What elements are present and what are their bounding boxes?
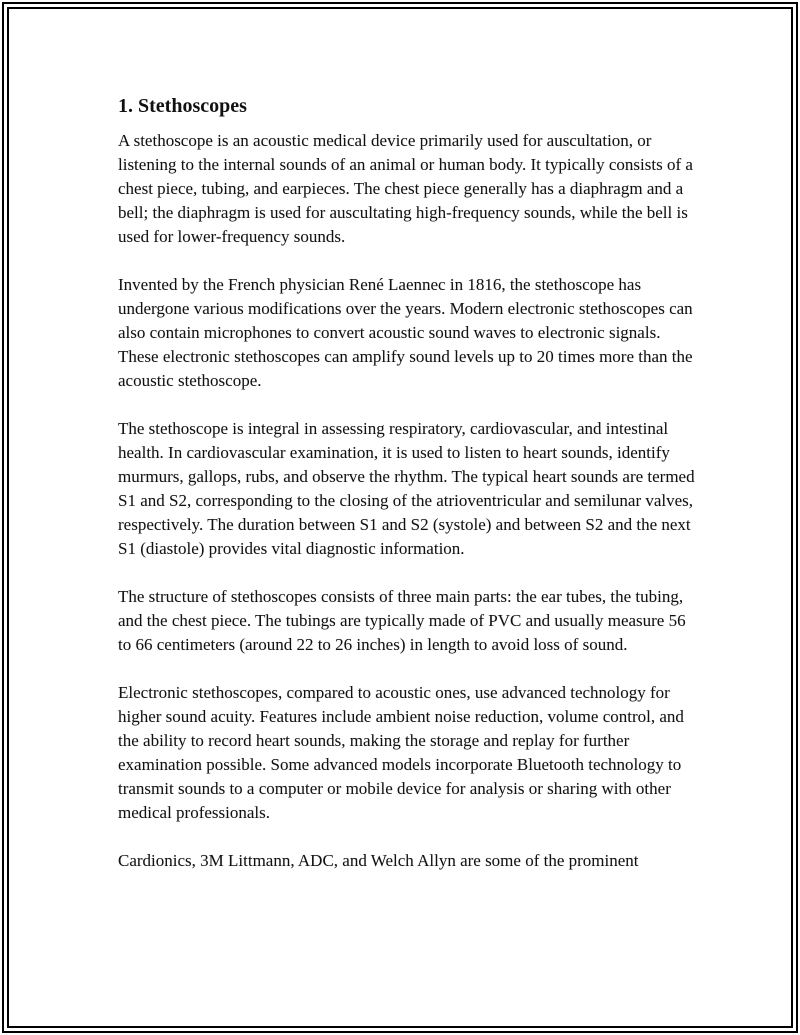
paragraph-history: Invented by the French physician René Laennec in 1816, the stethoscope has undergone various modifications over the years. Modern electronic stethoscopes can also contain microphones to convert acoustic sound waves to electronic signals. These electronic stethoscopes can amplify sound levels up to 20 times more than the acoustic stethoscope. xyxy=(118,275,693,390)
paragraph-intro: A stethoscope is an acoustic medical device primarily used for auscultation, or listening to the internal sounds of an animal or human body. It typically consists of a chest piece, tubing, and earpieces. The chest piece generally has a diaphragm and a bell; the diaphragm is used for auscultating high-frequency sounds, while the bell is used for lower-frequency sounds. xyxy=(118,131,693,246)
paragraph-clinical-use: The stethoscope is integral in assessing respiratory, cardiovascular, and intestinal health. In cardiovascular examination, it is used to listen to heart sounds, identify murmurs, gallops, rubs, and observe the rhythm. The typical heart sounds are termed S1 and S2, corresponding to the closing of the atrioventricular and semilunar valves, respectively. The duration between S1 and S2 (systole) and between S2 and the next S1 (diastole) provides vital diagnostic information. xyxy=(118,419,695,558)
document-body xyxy=(118,93,698,897)
paragraph-manufacturers: Cardionics, 3M Littmann, ADC, and Welch Allyn are some of the prominent xyxy=(118,851,639,870)
section-heading: 1. Stethoscopes xyxy=(118,95,247,117)
paragraph-structure: The structure of stethoscopes consists of three main parts: the ear tubes, the tubing, and the chest piece. The tubings are typically made of PVC and usually measure 56 to 66 centimeters (around 22 to 26 inches) in length to avoid loss of sound. xyxy=(118,587,686,654)
paragraph-electronic: Electronic stethoscopes, compared to acoustic ones, use advanced technology for higher sound acuity. Features include ambient noise reduction, volume control, and the ability to record heart sounds, making the storage and replay for further examination possible. Some advanced models incorporate Bluetooth technology to transmit sounds to a computer or mobile device for analysis or sharing with other medical professionals. xyxy=(118,683,684,822)
